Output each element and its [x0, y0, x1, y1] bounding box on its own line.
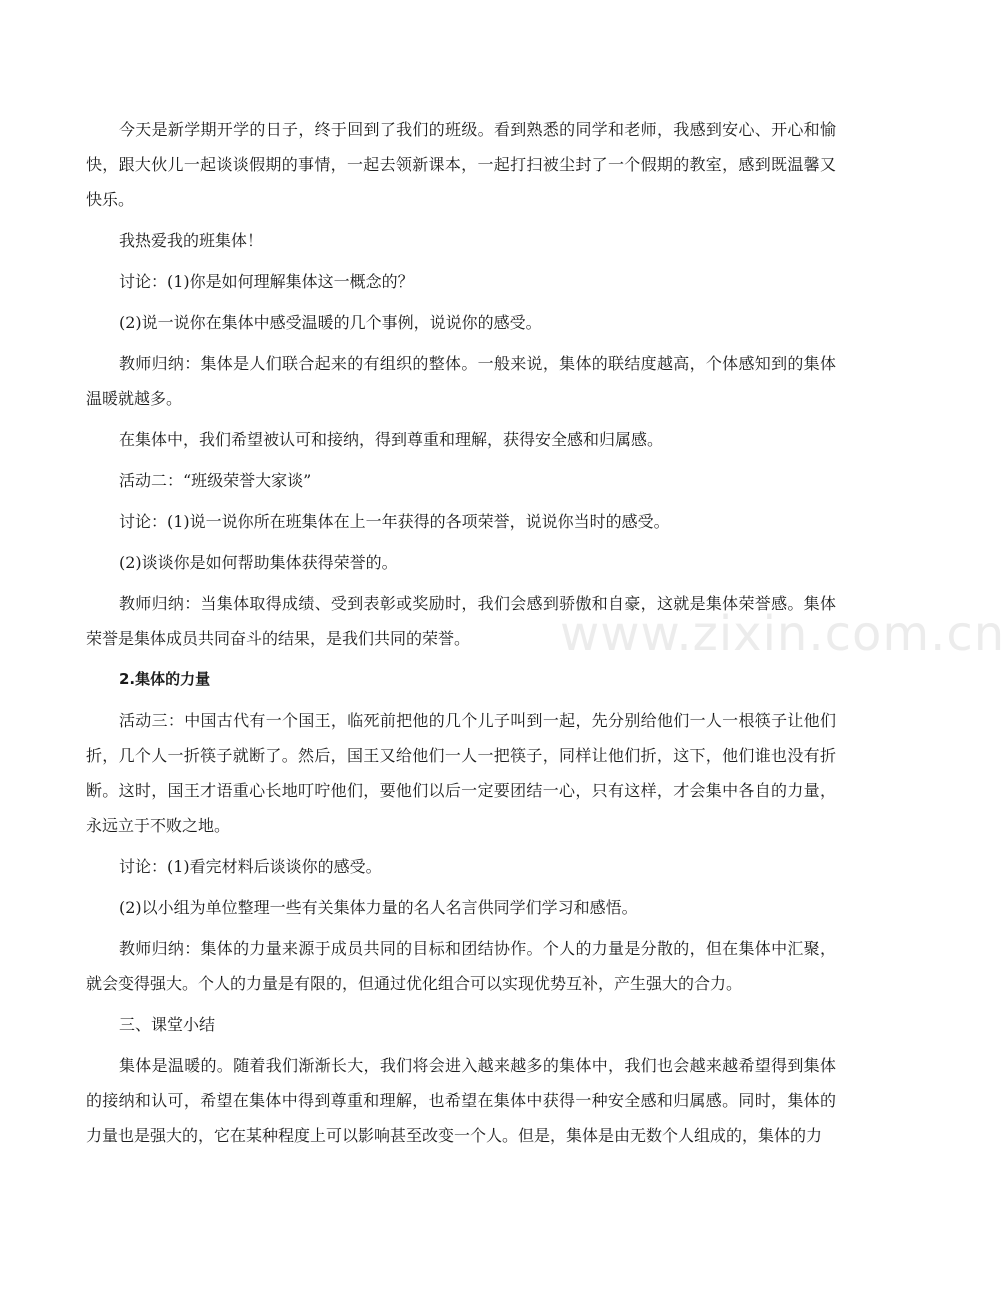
section-heading-summary: 三、课堂小结 [119, 1015, 216, 1034]
watermark: www.zixin.com.cn [560, 606, 1005, 662]
paragraph-in-collective: 在集体中，我们希望被认可和接纳，得到尊重和理解，获得安全感和归属感。 [119, 430, 664, 449]
paragraph-activity-3: 活动三：中国古代有一个国王，临死前把他的几个儿子叫到一起，先分别给他们一人一根筷子让他们折，几个人一折筷子就断了。然后，国王又给他们一人一把筷子，同样让他们折，这下，他们谁也没有折断。这时，国王才语重心长地叮咛他们，要他们以后一定要团结一心，只有这样，才会集中各自的力量，永远立于不败之地。 [86, 711, 836, 835]
paragraph-discussion-3: 讨论：(1)说一说你所在班集体在上一年获得的各项荣誉，说说你当时的感受。 [119, 512, 670, 531]
paragraph-teacher-summary-2: 教师归纳：当集体取得成绩、受到表彰或奖励时，我们会感到骄傲和自豪，这就是集体荣誉感。集体荣誉是集体成员共同奋斗的结果，是我们共同的荣誉。 [86, 594, 836, 648]
paragraph-teacher-summary-1: 教师归纳：集体是人们联合起来的有组织的整体。一般来说，集体的联结度越高，个体感知到的集体温暖就越多。 [86, 354, 836, 408]
paragraph-discussion-6: (2)以小组为单位整理一些有关集体力量的名人名言供同学们学习和感悟。 [119, 898, 638, 917]
paragraph-discussion-1: 讨论：(1)你是如何理解集体这一概念的？ [119, 272, 414, 291]
paragraph-teacher-summary-3: 教师归纳：集体的力量来源于成员共同的目标和团结协作。个人的力量是分散的，但在集体中汇聚，就会变得强大。个人的力量是有限的，但通过优化组合可以实现优势互补，产生强大的合力。 [86, 939, 836, 993]
paragraph-discussion-2: (2)说一说你在集体中感受温暖的几个事例，说说你的感受。 [119, 313, 542, 332]
section-heading-power: 2.集体的力量 [119, 670, 211, 688]
paragraph-conclusion: 集体是温暖的。随着我们渐渐长大，我们将会进入越来越多的集体中，我们也会越来越希望得到集体的接纳和认可，希望在集体中得到尊重和理解，也希望在集体中获得一种安全感和归属感。同时，集体的力量也是强大的，它在某种程度上可以影响甚至改变一个人。但是，集体是由无数个人组成的，集体的力 [86, 1056, 836, 1145]
paragraph-intro: 今天是新学期开学的日子，终于回到了我们的班级。看到熟悉的同学和老师，我感到安心、开心和愉快，跟大伙儿一起谈谈假期的事情，一起去领新课本，一起打扫被尘封了一个假期的教室，感到既温馨又快乐。 [86, 120, 836, 209]
paragraph-activity-2: 活动二：“班级荣誉大家谈” [119, 471, 312, 490]
paragraph-discussion-5: 讨论：(1)看完材料后谈谈你的感受。 [119, 857, 382, 876]
paragraph-love-class: 我热爱我的班集体！ [119, 231, 264, 250]
paragraph-discussion-4: (2)谈谈你是如何帮助集体获得荣誉的。 [119, 553, 398, 572]
document-body [86, 112, 836, 1159]
